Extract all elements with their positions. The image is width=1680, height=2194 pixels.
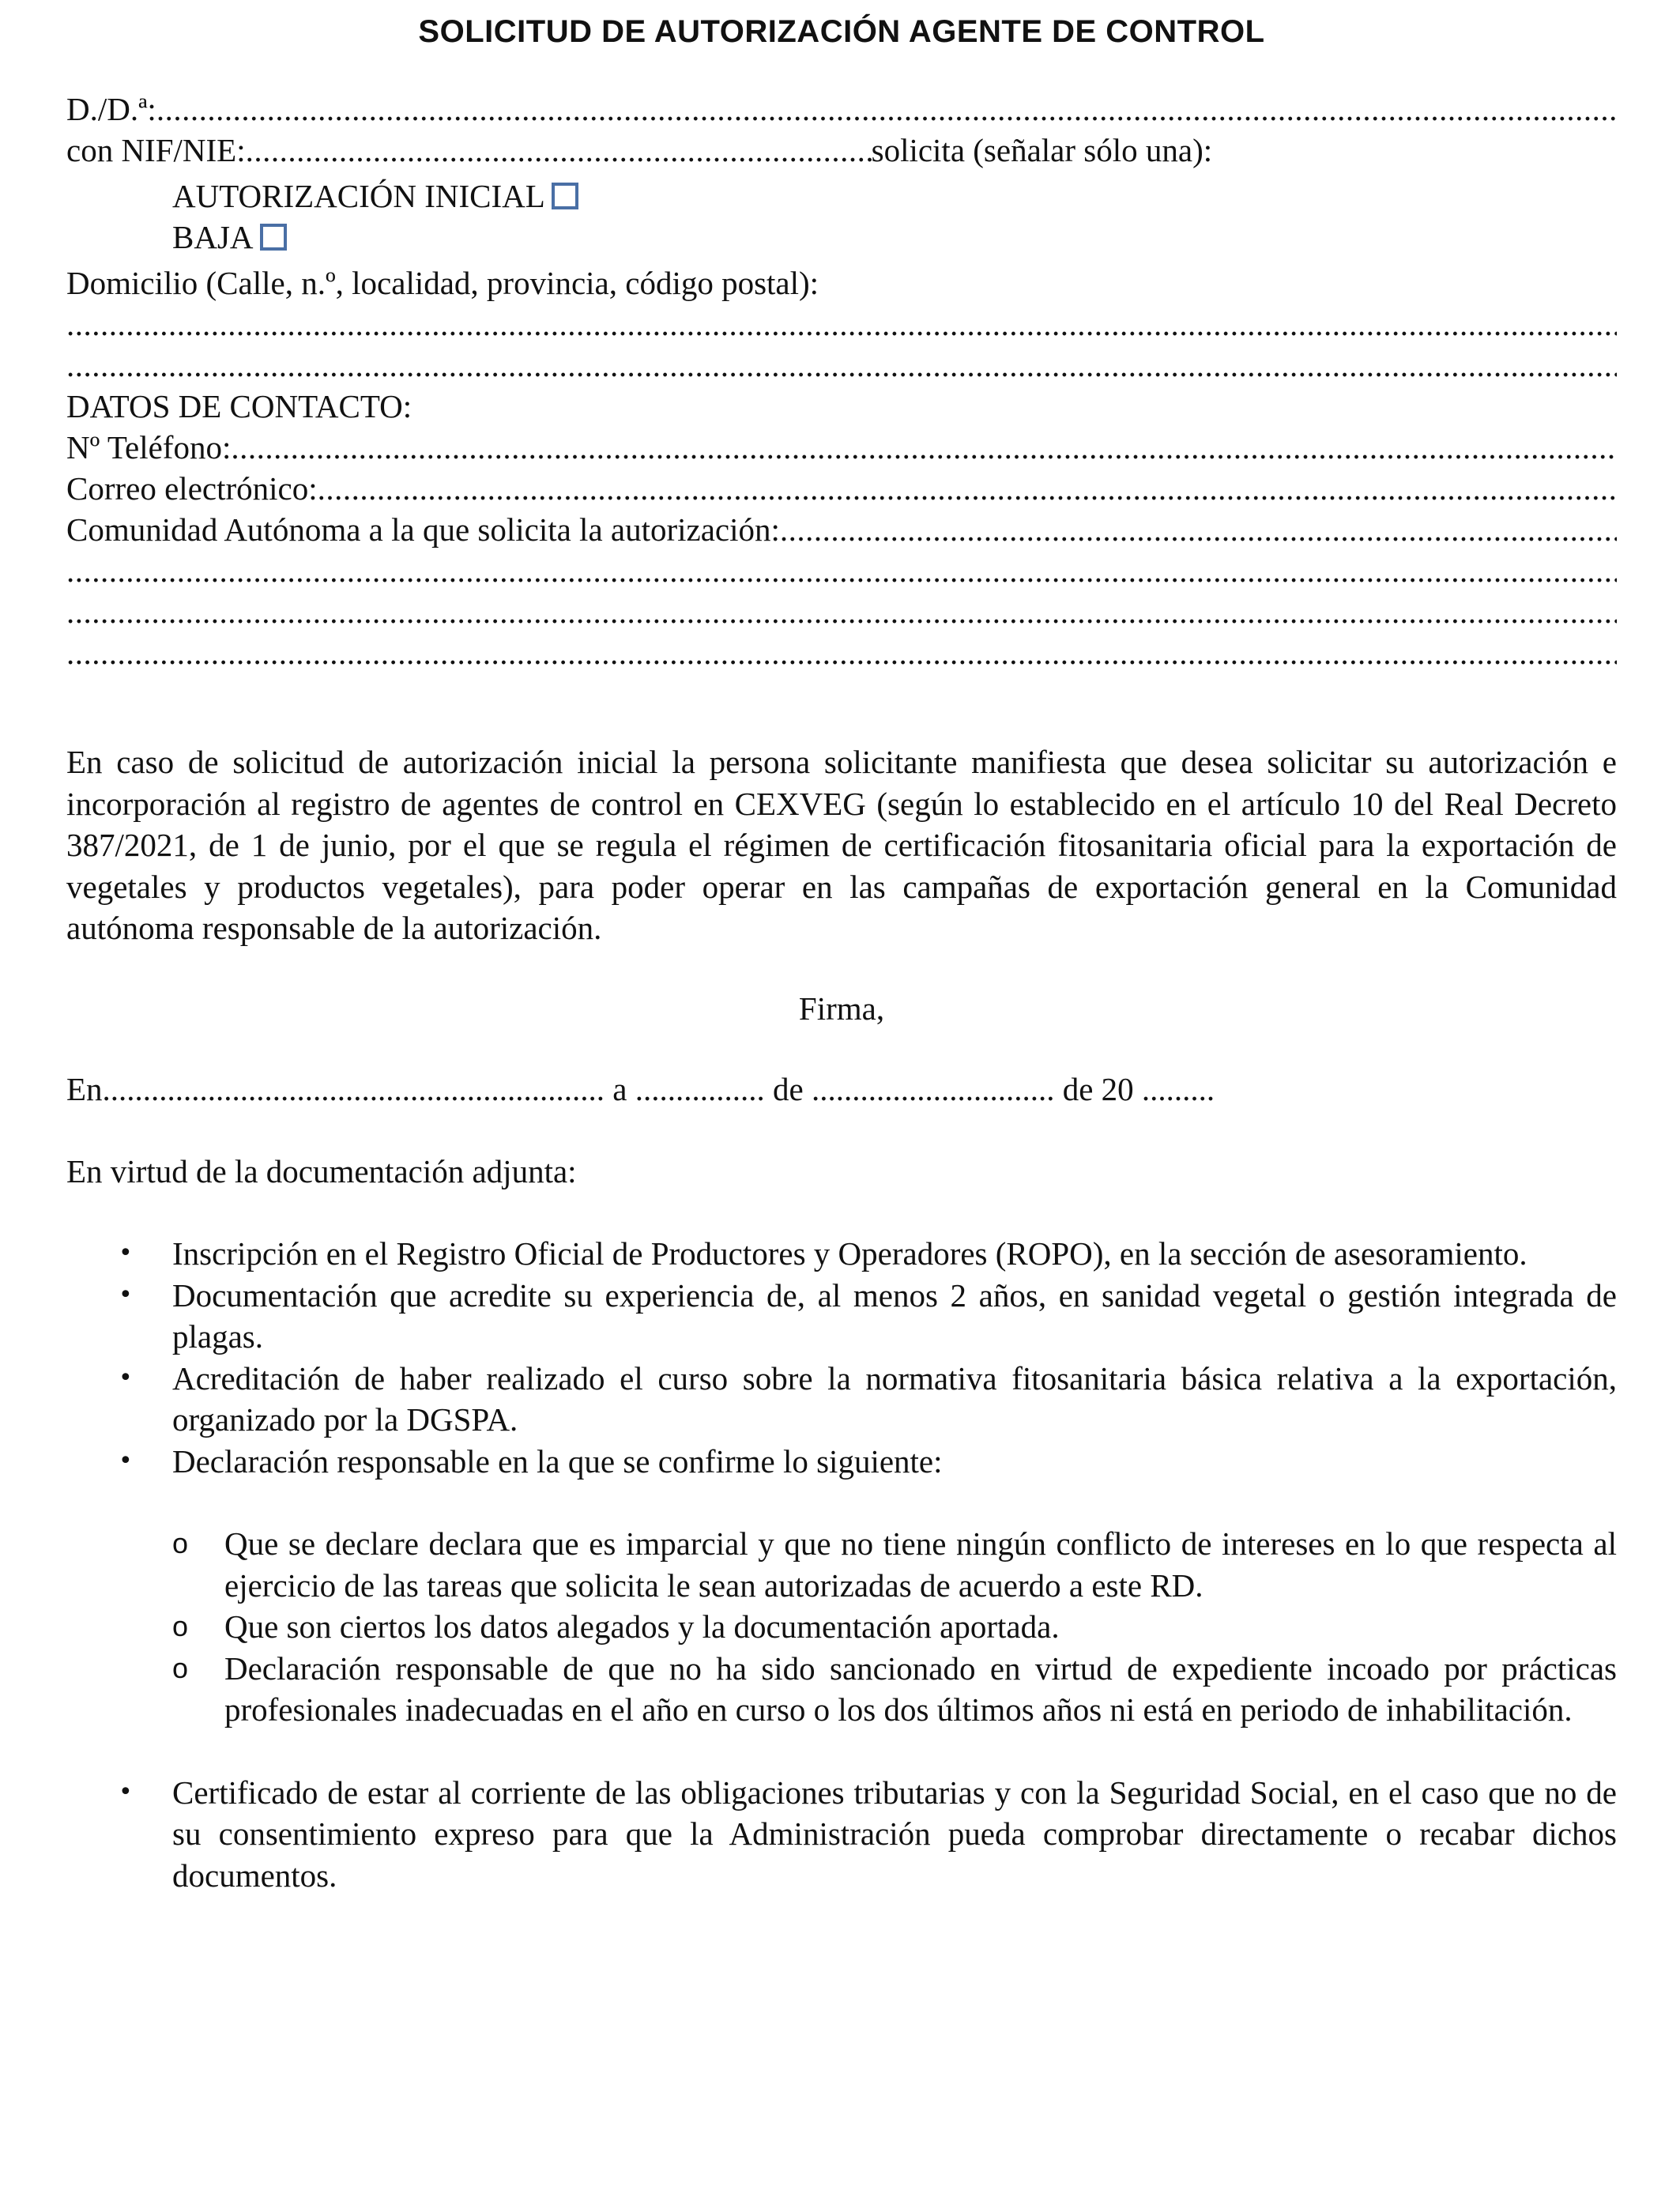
- circle-bullet-icon: o: [172, 1527, 189, 1559]
- initial-checkbox[interactable]: [552, 183, 578, 209]
- documentation-list: [66, 1233, 1617, 1896]
- domicilio-heading: [66, 262, 1617, 303]
- ccaa-dotted-line-4[interactable]: [66, 632, 1617, 673]
- signature-label: Firma,: [798, 990, 885, 1027]
- phone-label: Nº Teléfono:: [66, 429, 232, 466]
- bullet-icon: •: [119, 1280, 133, 1309]
- documentation-heading: En virtud de la documentación adjunta:: [66, 1153, 577, 1189]
- ccaa-line-4[interactable]: [66, 632, 1617, 673]
- phone-dotted-line[interactable]: [231, 427, 1617, 468]
- list-item: [66, 1358, 1617, 1441]
- declaration-paragraph: En caso de solicitud de autorización inicial la persona solicitante manifiesta que desea solicitar su autorización e incorporación al registro de agentes de control en CEXVEG (según lo establecido en el artículo 10 del Real Decreto 387/2021, de 1 de junio, por el que se regula el régimen de certificación fitosanitaria oficial para la exportación de vegetales y productos vegetales), para poder operar en las campañas de exportación general en la Comunidad autónoma responsable de la autorización.: [66, 744, 1617, 946]
- name-dotted-line[interactable]: [156, 89, 1617, 130]
- ccaa-label: Comunidad Autónoma a la que solicita la autorización:: [66, 511, 780, 548]
- ccaa-dotted-line-3[interactable]: [66, 591, 1617, 632]
- nif-dotted-line[interactable]: [246, 130, 872, 171]
- option-initial[interactable]: [66, 175, 1617, 217]
- domicilio-line-1[interactable]: [66, 303, 1617, 345]
- list-item-text: Documentación que acredite su experiencia de, al menos 2 años, en sanidad vegetal o gestión integrada de plagas.: [172, 1276, 1617, 1355]
- option-initial-label: AUTORIZACIÓN INICIAL: [172, 178, 545, 214]
- email-field[interactable]: [66, 468, 1617, 509]
- declaration-sublist: [66, 1523, 1617, 1731]
- ccaa-field[interactable]: [66, 509, 1617, 550]
- page-title: SOLICITUD DE AUTORIZACIÓN AGENTE DE CONTROL: [418, 14, 1265, 49]
- email-label: Correo electrónico:: [66, 470, 318, 507]
- bullet-icon: •: [119, 1446, 133, 1475]
- sub-list-item: [66, 1606, 1617, 1648]
- name-label: D./D.ª:: [66, 91, 156, 127]
- bullet-icon: •: [119, 1777, 133, 1806]
- domicilio-label: Domicilio (Calle, n.º, localidad, provincia, código postal):: [66, 265, 819, 301]
- circle-bullet-icon: o: [172, 1610, 189, 1642]
- baja-checkbox[interactable]: [260, 224, 287, 251]
- form-page: [66, 0, 1617, 2194]
- sub-list-item-text: Que son ciertos los datos alegados y la documentación aportada.: [224, 1608, 1060, 1645]
- solicita-text: solicita (señalar sólo una):: [871, 132, 1213, 168]
- ccaa-dotted-line[interactable]: [780, 509, 1617, 550]
- option-baja-label: BAJA: [172, 219, 254, 255]
- date-place-line[interactable]: En.............................................................. a ................ de .............................. de 20 .........: [66, 1071, 1215, 1107]
- list-item-text: Inscripción en el Registro Oficial de Productores y Operadores (ROPO), en la sección de asesoramiento.: [172, 1235, 1527, 1272]
- form-fields: [66, 89, 1617, 673]
- sub-list-item-text: Declaración responsable de que no ha sido sancionado en virtud de expediente incoado por prácticas profesionales inadecuadas en el año en curso o los dos últimos años ni está en periodo de inhabilitación.: [224, 1649, 1617, 1728]
- list-item-text: Acreditación de haber realizado el curso sobre la normativa fitosanitaria básica relativa a la exportación, organizado por la DGSPA.: [172, 1359, 1617, 1438]
- sub-list-item: [66, 1523, 1617, 1606]
- email-dotted-line[interactable]: [318, 468, 1617, 509]
- list-item: [66, 1275, 1617, 1358]
- phone-field[interactable]: [66, 427, 1617, 468]
- nif-field[interactable]: [66, 130, 1617, 171]
- list-item-text: Declaración responsable en la que se confirme lo siguiente:: [172, 1442, 943, 1480]
- list-item-text: Certificado de estar al corriente de las obligaciones tributarias y con la Seguridad Social, en el caso que no de su consentimiento expreso para que la Administración pueda comprobar directamente o recabar dichos documentos.: [172, 1774, 1617, 1894]
- ccaa-line-2[interactable]: [66, 550, 1617, 591]
- nif-label: con NIF/NIE:: [66, 132, 246, 168]
- sub-list-item-text: Que se declare declara que es imparcial y que no tiene ningún conflicto de intereses en lo que respecta al ejercicio de las tareas que solicita le sean autorizadas de acuerdo a este RD.: [224, 1525, 1617, 1604]
- circle-bullet-icon: o: [172, 1651, 189, 1684]
- ccaa-line-3[interactable]: [66, 591, 1617, 632]
- option-baja[interactable]: [66, 217, 1617, 258]
- list-item: [66, 1233, 1617, 1275]
- domicilio-dotted-line-2[interactable]: [66, 345, 1617, 386]
- bullet-icon: •: [119, 1363, 133, 1392]
- sub-list-item: [66, 1648, 1617, 1731]
- ccaa-dotted-line-2[interactable]: [66, 550, 1617, 591]
- domicilio-line-2[interactable]: [66, 345, 1617, 386]
- contact-heading-label: DATOS DE CONTACTO:: [66, 388, 412, 424]
- contact-heading: [66, 386, 1617, 427]
- domicilio-dotted-line-1[interactable]: [66, 303, 1617, 345]
- list-item: [66, 1441, 1617, 1483]
- name-field[interactable]: [66, 89, 1617, 130]
- bullet-icon: •: [119, 1239, 133, 1267]
- list-item: [66, 1772, 1617, 1897]
